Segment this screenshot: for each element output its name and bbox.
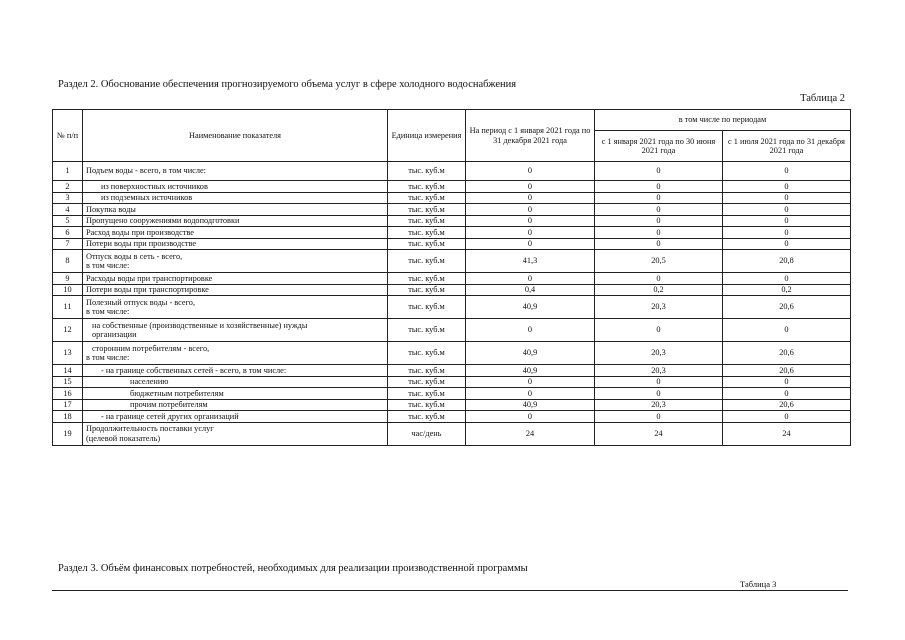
row-period-1: 0 [595,238,723,250]
row-period-1: 20,3 [595,365,723,377]
row-unit: тыс. куб.м [388,342,466,365]
row-name: прочим потребителям [83,399,388,411]
table-row [53,250,851,273]
row-number: 1 [53,162,83,181]
row-total: 0 [466,319,595,342]
row-unit: тыс. куб.м [388,181,466,193]
table-3-caption: Таблица 3 [740,579,777,589]
row-number: 18 [53,411,83,423]
table-row [53,238,851,250]
row-period-1: 0 [595,215,723,227]
row-name-line-2: в том числе: [86,261,130,270]
row-total: 0 [466,238,595,250]
row-name: бюджетным потребителям [83,388,388,400]
row-name [83,296,388,319]
table-row [53,227,851,239]
row-name: Покупка воды [83,204,388,216]
row-name: Потери воды при транспортировке [83,284,388,296]
table-row [53,365,851,377]
row-unit: тыс. куб.м [388,273,466,285]
header-period-2: с 1 июля 2021 года по 31 декабря 2021 года [723,131,851,162]
table-row [53,162,851,181]
row-total: 0,4 [466,284,595,296]
row-name-line-2: в том числе: [86,353,130,362]
row-period-2: 0 [723,181,851,193]
row-period-1: 20,3 [595,399,723,411]
row-total: 40,9 [466,342,595,365]
row-number: 10 [53,284,83,296]
row-name: населению [83,376,388,388]
table-row [53,376,851,388]
row-unit: час/день [388,422,466,445]
row-unit: тыс. куб.м [388,238,466,250]
row-total: 0 [466,204,595,216]
row-name-line-2: в том числе: [86,307,130,316]
row-period-1: 0,2 [595,284,723,296]
row-number: 14 [53,365,83,377]
row-number: 8 [53,250,83,273]
row-period-2: 20,8 [723,250,851,273]
row-number: 11 [53,296,83,319]
row-name [83,422,388,445]
row-total: 40,9 [466,365,595,377]
header-unit: Единица измерения [388,110,466,162]
row-total: 0 [466,411,595,423]
row-number: 16 [53,388,83,400]
row-number: 13 [53,342,83,365]
row-period-1: 0 [595,376,723,388]
table-row [53,204,851,216]
row-unit: тыс. куб.м [388,204,466,216]
header-name: Наименование показателя [83,110,388,162]
row-period-1: 0 [595,411,723,423]
table-row [53,319,851,342]
row-period-2: 0 [723,204,851,216]
table-row [53,273,851,285]
row-period-2: 0 [723,319,851,342]
row-number: 17 [53,399,83,411]
row-unit: тыс. куб.м [388,296,466,319]
table-row [53,284,851,296]
row-period-2: 0,2 [723,284,851,296]
row-period-2: 0 [723,273,851,285]
row-period-2: 0 [723,215,851,227]
row-total: 24 [466,422,595,445]
row-period-2: 0 [723,227,851,239]
row-name-line-1: на собственные (производственные и хозяйственные) нужды [92,320,308,330]
water-supply-table [52,109,851,446]
row-period-2: 24 [723,422,851,445]
row-name [83,250,388,273]
row-number: 7 [53,238,83,250]
row-period-2: 0 [723,411,851,423]
row-name: из подземных источников [83,192,388,204]
row-number: 4 [53,204,83,216]
row-period-2: 20,6 [723,296,851,319]
row-unit: тыс. куб.м [388,399,466,411]
row-total: 40,9 [466,399,595,411]
section-3-title: Раздел 3. Объём финансовых потребностей, необходимых для реализации производственной программы [58,563,528,574]
table-row [53,399,851,411]
row-period-2: 0 [723,162,851,181]
row-period-1: 0 [595,181,723,193]
row-period-1: 0 [595,319,723,342]
row-period-2: 20,6 [723,399,851,411]
row-name-line-1: сторонним потребителям - всего, [92,343,210,353]
table-row [53,422,851,445]
header-including: в том числе по периодам [595,110,851,131]
row-unit: тыс. куб.м [388,250,466,273]
row-period-1: 20,3 [595,296,723,319]
row-name: из поверхностных источников [83,181,388,193]
table-row [53,215,851,227]
row-name: Подъем воды - всего, в том числе: [83,162,388,181]
row-period-1: 0 [595,388,723,400]
row-unit: тыс. куб.м [388,227,466,239]
row-name [83,342,388,365]
header-num: № п/п [53,110,83,162]
row-period-1: 20,3 [595,342,723,365]
row-period-2: 0 [723,192,851,204]
row-total: 0 [466,227,595,239]
row-period-2: 0 [723,238,851,250]
section-2-title: Раздел 2. Обоснование обеспечения прогнозируемого объема услуг в сфере холодного водоснабжения [58,79,517,90]
row-total: 0 [466,376,595,388]
header-period-1: с 1 января 2021 года по 30 июня 2021 года [595,131,723,162]
row-name: Пропущено сооружениями водоподготовки [83,215,388,227]
row-name: Потери воды при производстве [83,238,388,250]
row-total: 0 [466,273,595,285]
header-period: На период с 1 января 2021 года по 31 декабря 2021 года [466,110,595,162]
row-name-line-1: Полезный отпуск воды - всего, [86,297,196,307]
row-name: Расход воды при производстве [83,227,388,239]
row-name-line-1: Продолжительность поставки услуг [86,424,214,434]
row-unit: тыс. куб.м [388,162,466,181]
row-unit: тыс. куб.м [388,411,466,423]
table-row [53,192,851,204]
row-period-1: 0 [595,192,723,204]
row-total: 0 [466,192,595,204]
row-period-2: 0 [723,388,851,400]
row-total: 0 [466,181,595,193]
row-number: 5 [53,215,83,227]
row-period-2: 0 [723,376,851,388]
row-period-1: 20,5 [595,250,723,273]
row-period-2: 20,6 [723,365,851,377]
row-total: 40,9 [466,296,595,319]
row-unit: тыс. куб.м [388,376,466,388]
table-row [53,411,851,423]
row-period-1: 0 [595,204,723,216]
row-period-2: 20,6 [723,342,851,365]
row-period-1: 0 [595,273,723,285]
row-name: Расходы воды при транспортировке [83,273,388,285]
row-unit: тыс. куб.м [388,192,466,204]
row-name: - на границе сетей других организаций [83,411,388,423]
row-name-line-2: (целевой показатель) [86,433,161,443]
row-unit: тыс. куб.м [388,365,466,377]
row-name: - на границе собственных сетей - всего, в том числе: [83,365,388,377]
row-unit: тыс. куб.м [388,284,466,296]
table-row [53,388,851,400]
row-total: 41,3 [466,250,595,273]
row-unit: тыс. куб.м [388,319,466,342]
row-number: 12 [53,319,83,342]
row-unit: тыс. куб.м [388,388,466,400]
row-name-line-1: Отпуск воды в сеть - всего, [86,251,183,261]
table-row [53,181,851,193]
row-number: 3 [53,192,83,204]
row-period-1: 0 [595,227,723,239]
row-period-1: 0 [595,162,723,181]
row-period-1: 24 [595,422,723,445]
row-number: 15 [53,376,83,388]
row-total: 0 [466,162,595,181]
row-number: 6 [53,227,83,239]
row-number: 19 [53,422,83,445]
row-total: 0 [466,388,595,400]
row-name-line-2: организации [92,330,137,339]
table-row [53,296,851,319]
table-row [53,342,851,365]
row-number: 2 [53,181,83,193]
table-3-top-rule [52,590,848,591]
row-name [83,319,388,342]
row-number: 9 [53,273,83,285]
row-unit: тыс. куб.м [388,215,466,227]
row-total: 0 [466,215,595,227]
table-2-caption: Таблица 2 [800,93,845,104]
